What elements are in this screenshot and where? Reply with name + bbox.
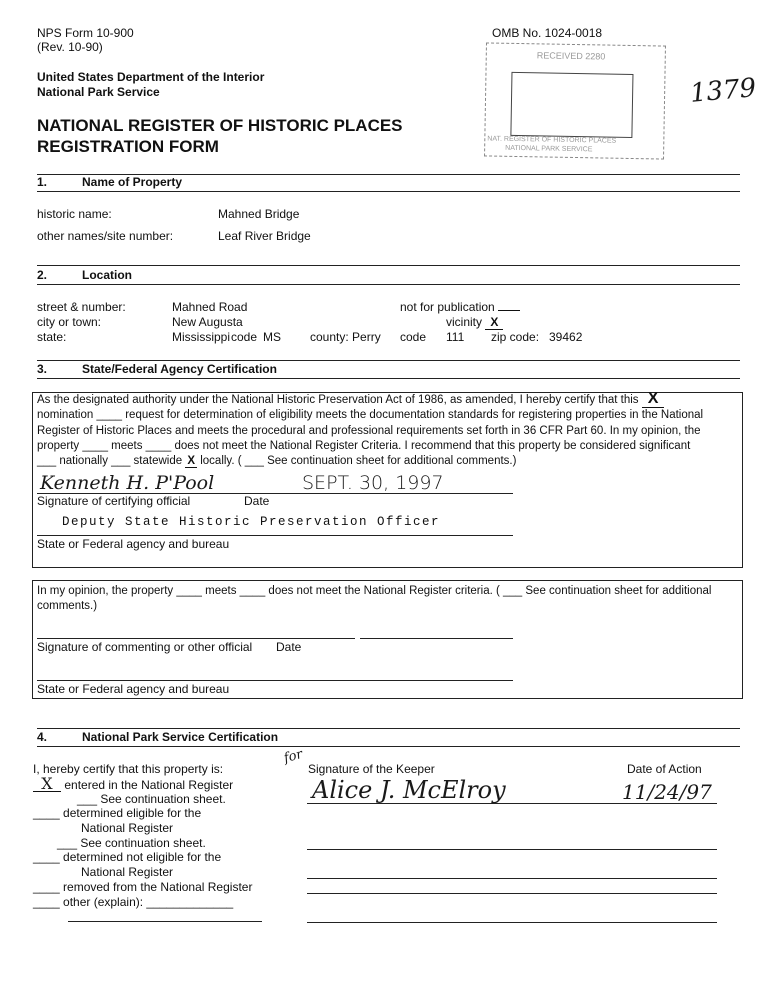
explain-line [68,921,262,922]
vicinity-field [446,315,503,329]
section-4-number: 4. [37,730,48,744]
commenting-date-label: Date [276,640,302,654]
zip-label: zip code: [491,330,540,344]
locally-mark: X [187,455,196,467]
other-names-value: Leaf River Bridge [218,229,311,243]
opinion-text: comments.) [37,600,98,612]
option-not-eligible: ____ determined not eligible for the [33,850,222,864]
text: As the designated authority under the National Historic Preservation Act of 1986, as amended, I hereby certify that this [37,394,639,406]
certifying-date: SEPT. 30, 1997 [302,472,444,494]
opinion-text: In my opinion, the property ____ meets ____ does not meet the National Register criteria. ( ___ See continuation sheet for additional [37,585,712,597]
city-value: New Augusta [172,315,243,329]
section-1-number: 1. [37,175,48,189]
certification-text: Register of Historic Places and meets the procedural and professional requirements set forth in 36 CFR Part 60. In my opinion, the [37,425,701,437]
page-subtitle: REGISTRATION FORM [37,137,219,156]
date-line [360,638,513,639]
divider [37,728,740,729]
section-2-title: Location [82,268,132,282]
section-3-number: 3. [37,362,48,376]
option-not-eligible-cont: National Register [81,865,174,879]
date-label: Date [244,494,270,508]
signature-line [37,638,355,639]
certification-text [37,392,664,407]
nps-intro: I, hereby certify that this property is: [33,762,224,776]
vicinity-label: vicinity [446,315,483,329]
divider [37,284,740,285]
commenting-signature-label: Signature of commenting or other official [37,640,253,654]
section-4-title: National Park Service Certification [82,730,279,744]
for-note: for [282,746,305,767]
nomination-mark: X [642,390,665,408]
service: National Park Service [37,85,160,99]
vicinity-mark: X [485,315,503,330]
see-continuation: ___ See continuation sheet. [77,792,226,806]
not-for-publication-label [400,300,520,314]
agency-line [37,680,513,681]
omb-number: OMB No. 1024-0018 [492,26,603,40]
blank-line [307,922,717,923]
keeper-signature-label: Signature of the Keeper [308,762,435,776]
agency-label: State or Federal agency and bureau [37,682,230,696]
historic-name-label: historic name: [37,207,112,221]
stamp-text: RECEIVED 2280 [536,50,606,62]
divider [37,191,740,192]
signature-label: Signature of certifying official [37,494,191,508]
other-names-label: other names/site number: [37,229,174,243]
certification-text [37,454,516,468]
not-for-publication-blank [498,300,520,311]
text: entered in the National Register [64,778,234,792]
divider [37,265,740,266]
agency-line [37,535,513,536]
option-eligible-cont: National Register [81,821,174,835]
state-code-label: code [231,330,258,344]
county-code-value: 111 [446,330,465,344]
agency-label: State or Federal agency and bureau [37,537,230,551]
section-3-title: State/Federal Agency Certification [82,362,277,376]
section-1-title: Name of Property [82,175,183,189]
official-title: Deputy State Historic Preservation Officer [62,515,441,529]
section-2-number: 2. [37,268,48,282]
divider [37,746,740,747]
state-label: state: [37,330,67,344]
label: not for publication [400,300,495,314]
stamp-text: NATIONAL PARK SERVICE [505,144,593,154]
action-date: 11/24/97 [622,780,712,804]
blank-line [307,878,717,879]
text: locally. ( ___ See continuation sheet for additional comments.) [200,455,517,467]
option-other: ____ other (explain): _____________ [33,895,234,909]
option-eligible: ____ determined eligible for the [33,806,202,820]
blank-line [307,893,717,894]
state-code-value: MS [263,330,281,344]
handwritten-reference-number: 1379 [688,73,758,109]
keeper-signature: Alice J. McElroy [312,776,506,804]
text: ___ nationally ___ statewide [37,455,183,467]
department: United States Department of the Interior [37,70,265,84]
city-label: city or town: [37,315,102,329]
form-revision: (Rev. 10-90) [37,40,103,54]
divider [37,360,740,361]
county-code-label: code [400,330,427,344]
divider [37,378,740,379]
street-label: street & number: [37,300,126,314]
page-title: NATIONAL REGISTER OF HISTORIC PLACES [37,116,403,135]
signature-line [307,803,717,804]
certification-text: property ____ meets ____ does not meet the National Register Criteria. I recommend that this property be considered significant [37,440,691,452]
county-label: county: Perry [310,330,381,344]
stamp-inner-box [510,72,633,138]
historic-name-value: Mahned Bridge [218,207,300,221]
certification-text: nomination ____ request for determination of eligibility meets the documentation standards for registering properties in the National [37,409,704,421]
state-value: Mississippi [172,330,231,344]
form-number: NPS Form 10-900 [37,26,134,40]
street-value: Mahned Road [172,300,248,314]
option-removed: ____ removed from the National Register [33,880,253,894]
received-stamp [484,42,666,159]
zip-value: 39462 [549,330,583,344]
see-continuation: ___ See continuation sheet. [57,836,206,850]
stamp-text: NAT. REGISTER OF HISTORIC PLACES [487,135,617,145]
entered-mark: X [33,777,61,792]
certifying-signature: Kenneth H. P'Pool [40,472,215,494]
date-of-action-label: Date of Action [627,762,702,776]
option-entered [33,774,234,793]
blank-line [307,849,717,850]
